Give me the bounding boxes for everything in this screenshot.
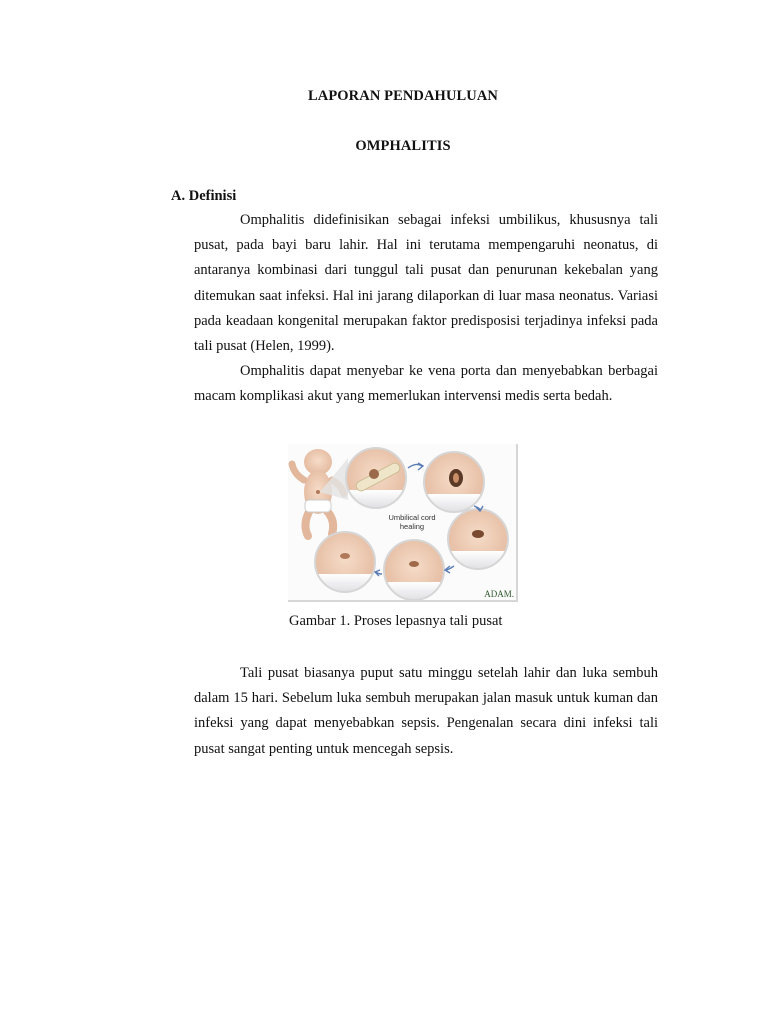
figure-center-label-2: healing [399, 522, 425, 531]
section-heading: A. Definisi [171, 188, 237, 204]
stage-5 [313, 530, 377, 596]
paragraph-text: Omphalitis didefinisikan sebagai infeksi umbilikus, khususnya tali pusat, pada bayi baru lahir. Hal ini terutama mempengaruhi neonatus, di antaranya kombinasi dari tunggul tali pusat dan penurunan kekebalan yang ditemukan saat infeksi. Hal ini jarang dilaporkan di luar masa neonatus. Variasi pada keadaan kongenital merupakan faktor predisposisi terjadinya infeksi pada tali pusat (Helen, 1999). [194, 212, 658, 355]
paragraph-text: Tali pusat biasanya puput satu minggu setelah lahir dan luka sembuh dalam 15 hari. Sebelum luka sembuh merupakan jalan masuk untuk kuman dan infeksi yang dapat menyebabkan sepsis. Pengenalan secara dini infeksi tali pusat sangat penting untuk mencegah sepsis. [194, 665, 658, 757]
umbilical-healing-figure [288, 444, 518, 602]
figure-center-label: Umbilical cord [388, 513, 436, 522]
figure-caption: Gambar 1. Proses lepasnya tali pusat [289, 613, 503, 629]
paragraph-definition [194, 208, 658, 359]
document-subtitle: OMPHALITIS [355, 138, 451, 154]
document-title: LAPORAN PENDAHULUAN [308, 88, 498, 104]
adam-logo: ADAM. [484, 589, 514, 599]
paragraph-complications [194, 359, 658, 409]
stage-2 [422, 450, 486, 516]
paragraph-umbilical-cord [194, 661, 658, 762]
stage-1 [344, 446, 408, 512]
paragraph-text: Omphalitis dapat menyebar ke vena porta dan menyebabkan berbagai macam komplikasi akut yang memerlukan intervensi medis serta bedah. [194, 363, 658, 405]
stage-3 [446, 507, 510, 573]
